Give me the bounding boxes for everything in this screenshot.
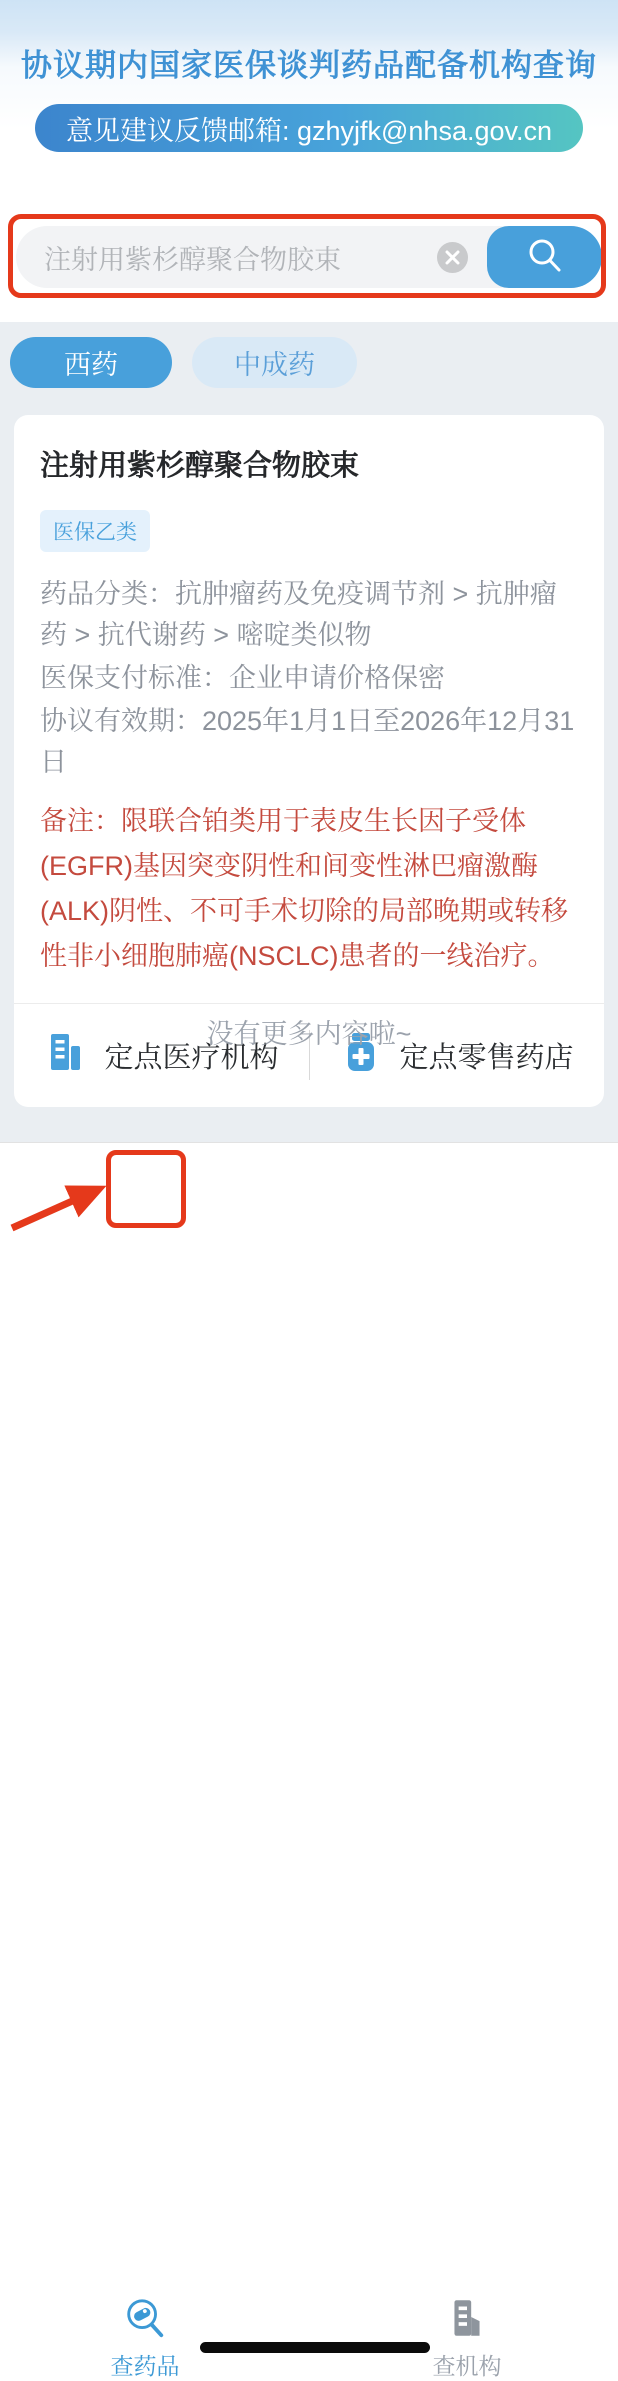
drug-remark: 备注：限联合铂类用于表皮生长因子受体(EGFR)基因突变阴性和间变性淋巴瘤激酶(ALK)阴性、不可手术切除的局部晚期或转移性非小细胞肺癌(NSCLC)患者的一线治疗。: [40, 806, 569, 971]
list-end-message: 没有更多内容啦~: [206, 1019, 412, 1049]
action-label: 定点医疗机构: [104, 1042, 279, 1074]
nav-item-search-institution[interactable]: [412, 2295, 522, 2381]
payment-standard: 医保支付标准：企业申请价格保密: [40, 663, 445, 693]
drug-result-card: [14, 415, 604, 1107]
home-indicator-handle[interactable]: [200, 2342, 430, 2353]
tab-chinese-patent-medicine[interactable]: 中成药: [192, 337, 357, 388]
nav-label: 查机构: [432, 2353, 502, 2379]
search-bar: [16, 226, 602, 288]
insurance-class-badge: 医保乙类: [40, 510, 150, 552]
nav-item-search-drug[interactable]: [90, 2295, 200, 2381]
feedback-email-banner: 意见建议反馈邮箱: gzhyjfk@nhsa.gov.cn: [35, 104, 583, 152]
building-icon: [444, 2328, 490, 2345]
page-title: 协议期内国家医保谈判药品配备机构查询: [21, 48, 597, 83]
drug-info: [40, 574, 578, 783]
magnifier-icon: [525, 236, 565, 279]
search-button[interactable]: [487, 226, 602, 288]
nav-label: 查药品: [110, 2353, 180, 2379]
search-input[interactable]: [16, 226, 456, 288]
clear-search-icon[interactable]: [437, 242, 468, 273]
tab-western-medicine[interactable]: 西药: [10, 337, 172, 388]
action-label: 定点零售药店: [399, 1042, 574, 1074]
agreement-period: 协议有效期：2025年1月1日至2026年12月31日: [40, 706, 575, 777]
drug-type-tabs: [10, 337, 357, 388]
bottom-nav-bar: [0, 1142, 618, 2379]
drug-name: 注射用紫杉醇聚合物胶束: [40, 450, 360, 482]
drug-category: 药品分类：抗肿瘤药及免疫调节剂 > 抗肿瘤药 > 抗代谢药 > 嘧啶类似物: [40, 579, 557, 650]
search-pill-icon: [122, 2328, 168, 2345]
